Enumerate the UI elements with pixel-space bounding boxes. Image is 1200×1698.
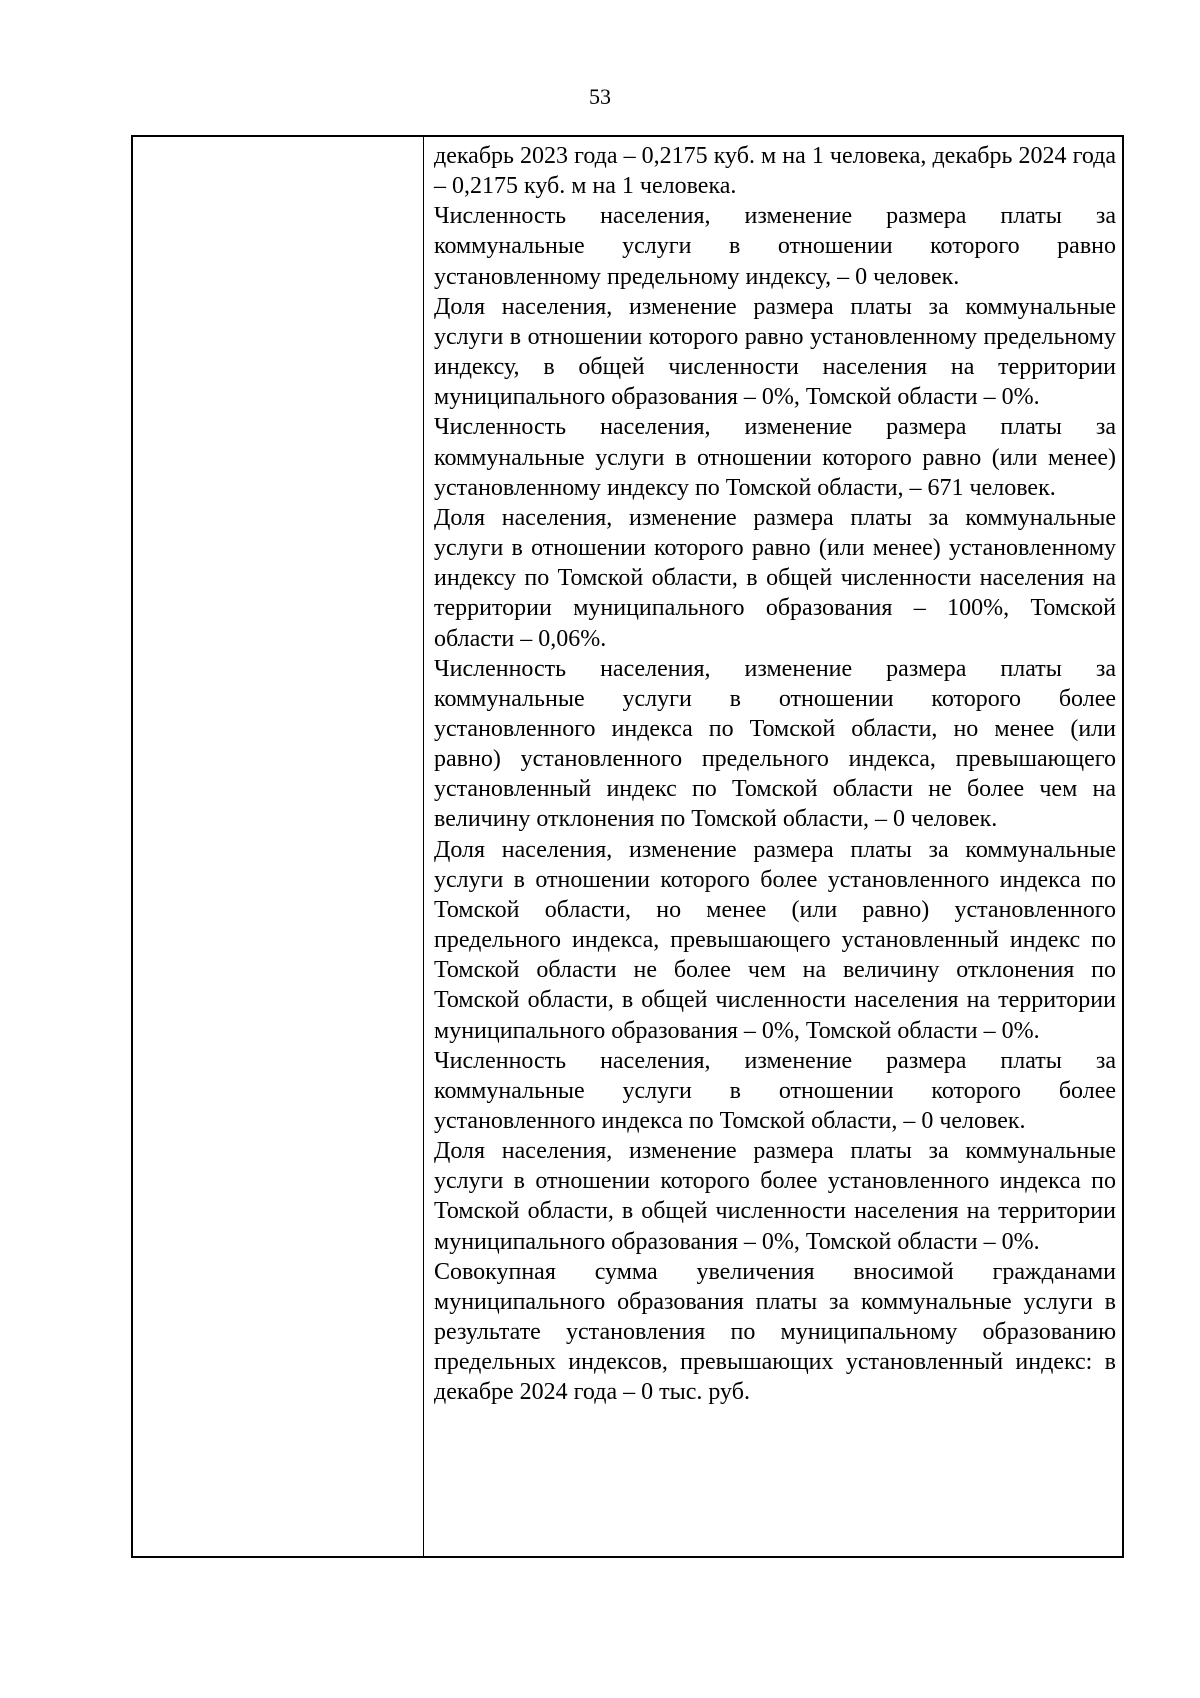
paragraph-population-equal-limit: Численность населения, изменение размера платы за коммунальные услуги в отношении которого равно установленному предельному индексу, – 0 человек. (434, 203, 1116, 290)
column-divider (423, 137, 424, 1556)
paragraph-share-equal-or-less-index: Доля населения, изменение размера платы за коммунальные услуги в отношении которого равно (или менее) установленному индексу по Томской области, в общей численности населения на территории муниципального образования – 100%, Томской области – 0,06%. (434, 504, 1116, 652)
table-left-cell (133, 137, 423, 1556)
paragraph-population-between-index-and-limit: Численность населения, изменение размера платы за коммунальные услуги в отношении которого более установленного индекса по Томской области, но менее (или равно) установленного предельного индекса, превышающего установленный индекс по Томской области не более чем на величину отклонения по Томской области, – 0 человек. (434, 655, 1116, 833)
paragraph-total-increase-sum: Совокупная сумма увеличения вносимой гражданами муниципального образования платы за коммунальные услуги в результате установления по муниципальному образованию предельных индексов, превышающих установленный индекс: в декабре 2024 года – 0 тыс. руб. (434, 1258, 1116, 1406)
table-right-cell (434, 137, 1116, 1408)
paragraph-share-above-index: Доля населения, изменение размера платы за коммунальные услуги в отношении которого более установленного индекса по Томской области, в общей численности населения на территории муниципального образования – 0%, Томской области – 0%. (434, 1138, 1116, 1255)
paragraph-share-between-index-and-limit: Доля населения, изменение размера платы за коммунальные услуги в отношении которого более установленного индекса по Томской области, но менее (или равно) установленного предельного индекса, превышающего установленный индекс по Томской области не более чем на величину отклонения по Томской области, в общей численности населения на территории муниципального образования – 0%, Томской области – 0%. (434, 836, 1116, 1044)
document-table (131, 135, 1124, 1558)
page-number: 53 (589, 84, 611, 109)
paragraph-population-above-index: Численность населения, изменение размера платы за коммунальные услуги в отношении которого более установленного индекса по Томской области, – 0 человек. (434, 1047, 1116, 1134)
paragraph-share-equal-limit: Доля населения, изменение размера платы за коммунальные услуги в отношении которого равно установленному предельному индексу, в общей численности населения на территории муниципального образования – 0%, Томской области – 0%. (434, 293, 1116, 411)
paragraph-water-norm: декабрь 2023 года – 0,2175 куб. м на 1 человека, декабрь 2024 года – 0,2175 куб. м на 1 человека. (434, 143, 1116, 200)
paragraph-population-equal-or-less-index: Численность населения, изменение размера платы за коммунальные услуги в отношении которого равно (или менее) установленному индексу по Томской области, – 671 человек. (434, 414, 1116, 501)
